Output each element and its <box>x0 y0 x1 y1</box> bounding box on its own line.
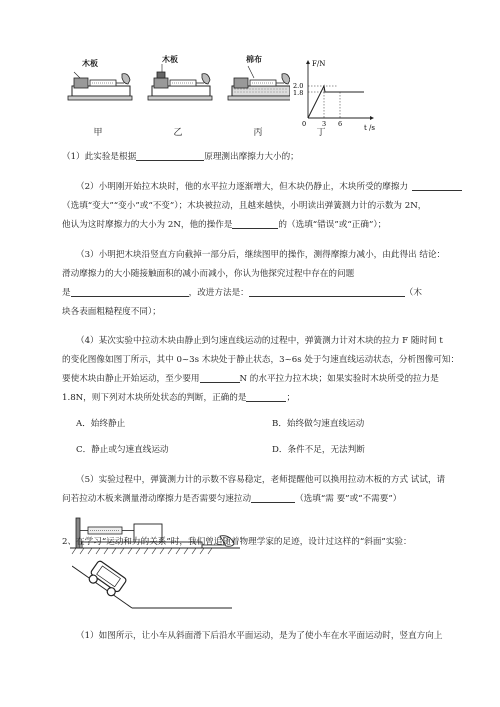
q3-problem-blank[interactable] <box>71 285 189 297</box>
q4-text-1: （4）某次实验中拉动木块由静止到匀速直线运动的过程中，弹簧测力计对木块的拉力 F 随时间 t <box>76 336 443 346</box>
graph-xlabel: t /s <box>364 124 375 132</box>
q4-text-4b: ； <box>286 393 296 403</box>
q3-text-4: 块各表面粗糙程度不同）； <box>62 307 161 317</box>
q2-line-3 <box>62 215 386 235</box>
q4-text-2: 的变化图像如图丁所示，其中 0~3s 木块处于静止状态，3~6s 处于匀速直线运动状态，分析图像可知： <box>62 355 460 365</box>
q4-option-a[interactable]: A．始终静止 <box>76 419 126 429</box>
caption-yi: 乙 <box>173 128 183 138</box>
graph-xtick-3: 3 <box>322 120 327 128</box>
q2-text-1: （2）小明刚开始拉木块时，他的水平拉力逐渐增大，但木块仍静止，木块所受的摩擦力 <box>76 182 409 192</box>
q4-option-b[interactable]: B．始终做匀速直线运动 <box>272 419 365 429</box>
q3-line-2 <box>62 264 354 284</box>
q4-text-3a: 要使木块由静止开始运动，至少要用 <box>62 374 200 384</box>
force-time-graph <box>284 58 380 136</box>
q4-text-4: 1.8N，则下列对木块所处状态的判断，正确的是 <box>62 393 247 403</box>
graph-ylabel: F/N <box>312 60 326 68</box>
q1-answer-blank[interactable] <box>136 149 204 161</box>
q2-friction-blank[interactable] <box>412 179 462 191</box>
q1-text-b: 原理测出摩擦力大小的； <box>204 152 299 162</box>
q3-text-3a: 是 <box>62 288 71 298</box>
q2-operation-blank[interactable] <box>232 217 278 229</box>
q1-text-a: （1）此实验是根据 <box>62 152 137 162</box>
q2-text-3b: 的（选填“错误”或“正确”）； <box>278 220 387 230</box>
q5-text-2b: （选填“需 要”或“不需要”） <box>295 494 402 504</box>
q5-answer-blank[interactable] <box>251 491 295 503</box>
apparatus-bing <box>228 66 290 100</box>
apparatus-jia <box>68 72 132 100</box>
q4-option-d[interactable]: D．条件不足，无法判断 <box>272 445 365 455</box>
apparatus-label-3: 棉布 <box>246 54 262 64</box>
graph-ytick-2-0: 2.0 <box>293 82 304 90</box>
graph-xtick-6: 6 <box>338 120 343 128</box>
q2-line-2 <box>62 196 426 216</box>
q4-line-1 <box>76 331 443 351</box>
apparatus-yi <box>148 64 212 100</box>
q2-line-1 <box>76 177 462 197</box>
apparatus-label-2: 木板 <box>162 54 178 64</box>
incline-cart-figure <box>72 556 232 618</box>
q3-text-1: （3）小明把木块沿竖直方向截掉一部分后，继续图甲的操作，测得摩擦力减小，由此得出 结论： <box>76 250 446 260</box>
q3-text-3b: ，改进方法是： <box>188 288 249 298</box>
q3-line-4 <box>62 302 161 322</box>
q3-text-2: 滑动摩擦力的大小随接触面积的减小而减小，你认为他探究过程中存在的问题 <box>62 269 355 279</box>
q5-text-1: （5）实验过程中，弹簧测力计的示数不容易稳定，老师提醒他可以换用拉动木板的方式 试试，请 <box>76 475 446 485</box>
q4-text-3b: N 的水平拉力拉木块；如果实验时木块所受的拉力是 <box>239 374 439 384</box>
q2-text-3a: 他认为这时摩擦力的大小为 2N，他的操作是 <box>62 220 233 230</box>
q4-option-c[interactable]: C．静止或匀速直线运动 <box>76 445 169 455</box>
caption-bing: 丙 <box>253 128 263 138</box>
q1-line <box>62 147 299 167</box>
caption-ding: 丁 <box>316 128 326 138</box>
q3-text-3c: （木 <box>404 288 422 298</box>
q4-choice-blank[interactable] <box>246 390 286 402</box>
problem2-q1-line <box>76 626 442 646</box>
q2-text-2: （选填“变大”“变小”或“不变”）；木块被拉动，且越来越快，小明读出弹簧测力计的示数为 2N， <box>62 201 427 211</box>
graph-xtick-0: 0 <box>302 120 307 128</box>
problem2-q1-text: （1）如图所示，让小车从斜面滑下后沿水平面运动，是为了使小车在水平面运动时，竖直方向上 <box>76 631 443 641</box>
q4-line-3 <box>62 369 439 389</box>
graph-curve <box>308 86 364 118</box>
q4-force-blank[interactable] <box>200 371 240 383</box>
q4-line-4 <box>62 388 295 408</box>
q4-line-2 <box>62 350 459 370</box>
apparatus-figures <box>60 52 290 114</box>
graph-ytick-1-8: 1.8 <box>293 89 304 97</box>
q3-improve-blank[interactable] <box>249 285 405 297</box>
apparatus-label-1: 木板 <box>82 58 98 68</box>
problem2-intro-text: 2、在学习“运动和力的关系”时，我们曾追随着物理学家的足迹，设计过这样的“斜面”实验： <box>62 537 412 547</box>
problem2-intro <box>62 532 412 552</box>
q3-line-1 <box>76 245 445 265</box>
q5-line-1 <box>76 470 445 490</box>
caption-jia: 甲 <box>93 128 103 138</box>
q3-line-3 <box>62 283 422 303</box>
q5-line-2 <box>62 489 401 509</box>
q5-text-2a: 问若拉动木板来测量滑动摩擦力是否需要匀速拉动 <box>62 494 252 504</box>
